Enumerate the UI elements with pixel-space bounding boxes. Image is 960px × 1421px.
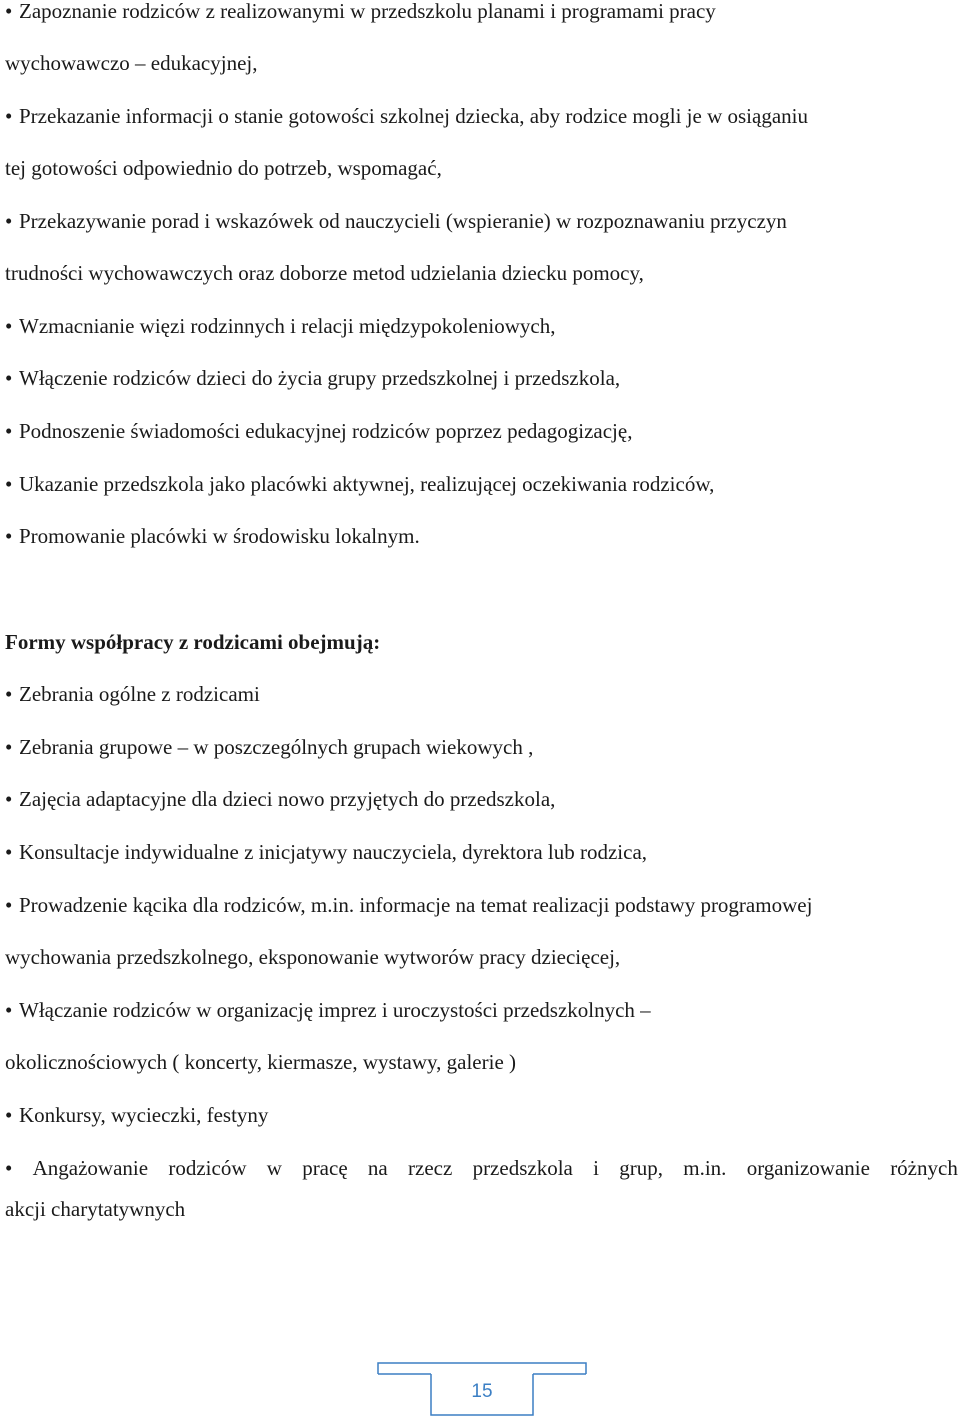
list-item-text: Zajęcia adaptacyjne dla dzieci nowo przyjętych do przedszkola, bbox=[19, 787, 556, 811]
list-item-text: Wzmacnianie więzi rodzinnych i relacji międzypokoleniowych, bbox=[19, 314, 556, 338]
word: rodziców bbox=[168, 1156, 247, 1180]
list-item bbox=[5, 365, 620, 391]
bullet: • bbox=[5, 893, 13, 917]
list-item-text: Przekazanie informacji o stanie gotowości szkolnej dziecka, aby rodzice mogli je w osiąganiu bbox=[19, 104, 808, 128]
list-item bbox=[5, 313, 555, 339]
word: pracę bbox=[302, 1156, 348, 1180]
list-item-text: Konsultacje indywidualne z inicjatywy nauczyciela, dyrektora lub rodzica, bbox=[19, 840, 648, 864]
list-item-text: Podnoszenie świadomości edukacyjnej rodziców poprzez pedagogizację, bbox=[19, 419, 633, 443]
list-item-text: Przekazywanie porad i wskazówek od nauczycieli (wspieranie) w rozpoznawaniu przyczyn bbox=[19, 209, 787, 233]
bullet: • bbox=[5, 524, 13, 548]
list-item bbox=[5, 418, 632, 444]
page-number: 15 bbox=[471, 1381, 493, 1402]
word: organizowanie bbox=[746, 1156, 870, 1180]
word: na bbox=[367, 1156, 388, 1180]
bullet: • bbox=[5, 735, 13, 759]
list-item-continuation: tej gotowości odpowiednio do potrzeb, wspomagać, bbox=[5, 156, 442, 180]
bullet: • bbox=[5, 472, 13, 496]
list-item bbox=[5, 681, 260, 707]
list-item bbox=[5, 892, 812, 918]
list-item-text: Zapoznanie rodziców z realizowanymi w przedszkolu planami i programami pracy bbox=[19, 0, 716, 23]
list-item bbox=[5, 997, 651, 1023]
bullet: • bbox=[5, 419, 13, 443]
list-item-continuation: wychowania przedszkolnego, eksponowanie wytworów pracy dziecięcej, bbox=[5, 945, 621, 969]
list-item-text: Promowanie placówki w środowisku lokalnym. bbox=[19, 524, 420, 548]
word: m.in. bbox=[683, 1156, 727, 1180]
bullet: • bbox=[5, 998, 13, 1022]
list-item bbox=[5, 839, 647, 865]
list-item bbox=[5, 523, 420, 549]
word: i bbox=[593, 1156, 599, 1180]
list-item-justified bbox=[5, 1155, 958, 1181]
list-item bbox=[5, 734, 533, 760]
list-item bbox=[5, 786, 555, 812]
section-heading: Formy współpracy z rodzicami obejmują: bbox=[5, 630, 381, 654]
list-item-text: Ukazanie przedszkola jako placówki aktywnej, realizującej oczekiwania rodziców, bbox=[19, 472, 715, 496]
word: przedszkola bbox=[472, 1156, 573, 1180]
list-item-text: Zebrania grupowe – w poszczególnych grupach wiekowych , bbox=[19, 735, 534, 759]
word: rzecz bbox=[408, 1156, 453, 1180]
list-item-text: Konkursy, wycieczki, festyny bbox=[19, 1103, 269, 1127]
bullet: • bbox=[5, 787, 13, 811]
list-item bbox=[5, 103, 808, 129]
list-item bbox=[5, 471, 714, 497]
word: w bbox=[266, 1156, 282, 1180]
page-number-frame bbox=[377, 1361, 587, 1417]
list-item bbox=[5, 208, 787, 234]
list-item-text: Włączenie rodziców dzieci do życia grupy przedszkolnej i przedszkola, bbox=[19, 366, 621, 390]
list-item-text: Prowadzenie kącika dla rodziców, m.in. informacje na temat realizacji podstawy programowej bbox=[19, 893, 813, 917]
list-item-continuation: trudności wychowawczych oraz doborze metod udzielania dziecku pomocy, bbox=[5, 261, 644, 285]
list-item-continuation: akcji charytatywnych bbox=[5, 1197, 186, 1221]
word: różnych bbox=[890, 1156, 958, 1180]
bullet: • bbox=[5, 104, 13, 128]
list-item-text: Zebrania ogólne z rodzicami bbox=[19, 682, 260, 706]
word: grup, bbox=[619, 1156, 663, 1180]
bullet: • bbox=[5, 1103, 13, 1127]
bullet: • bbox=[5, 682, 13, 706]
list-item-continuation: okolicznościowych ( koncerty, kiermasze, wystawy, galerie ) bbox=[5, 1050, 517, 1074]
bullet: • bbox=[5, 840, 13, 864]
bullet: • bbox=[5, 1156, 13, 1180]
bullet: • bbox=[5, 0, 13, 23]
list-item bbox=[5, 0, 716, 24]
list-item-text: Włączanie rodziców w organizację imprez i uroczystości przedszkolnych – bbox=[19, 998, 651, 1022]
bullet: • bbox=[5, 209, 13, 233]
word: Angażowanie bbox=[32, 1156, 149, 1180]
bullet: • bbox=[5, 314, 13, 338]
list-item bbox=[5, 1102, 268, 1128]
bullet: • bbox=[5, 366, 13, 390]
list-item-continuation: wychowawczo – edukacyjnej, bbox=[5, 51, 258, 75]
